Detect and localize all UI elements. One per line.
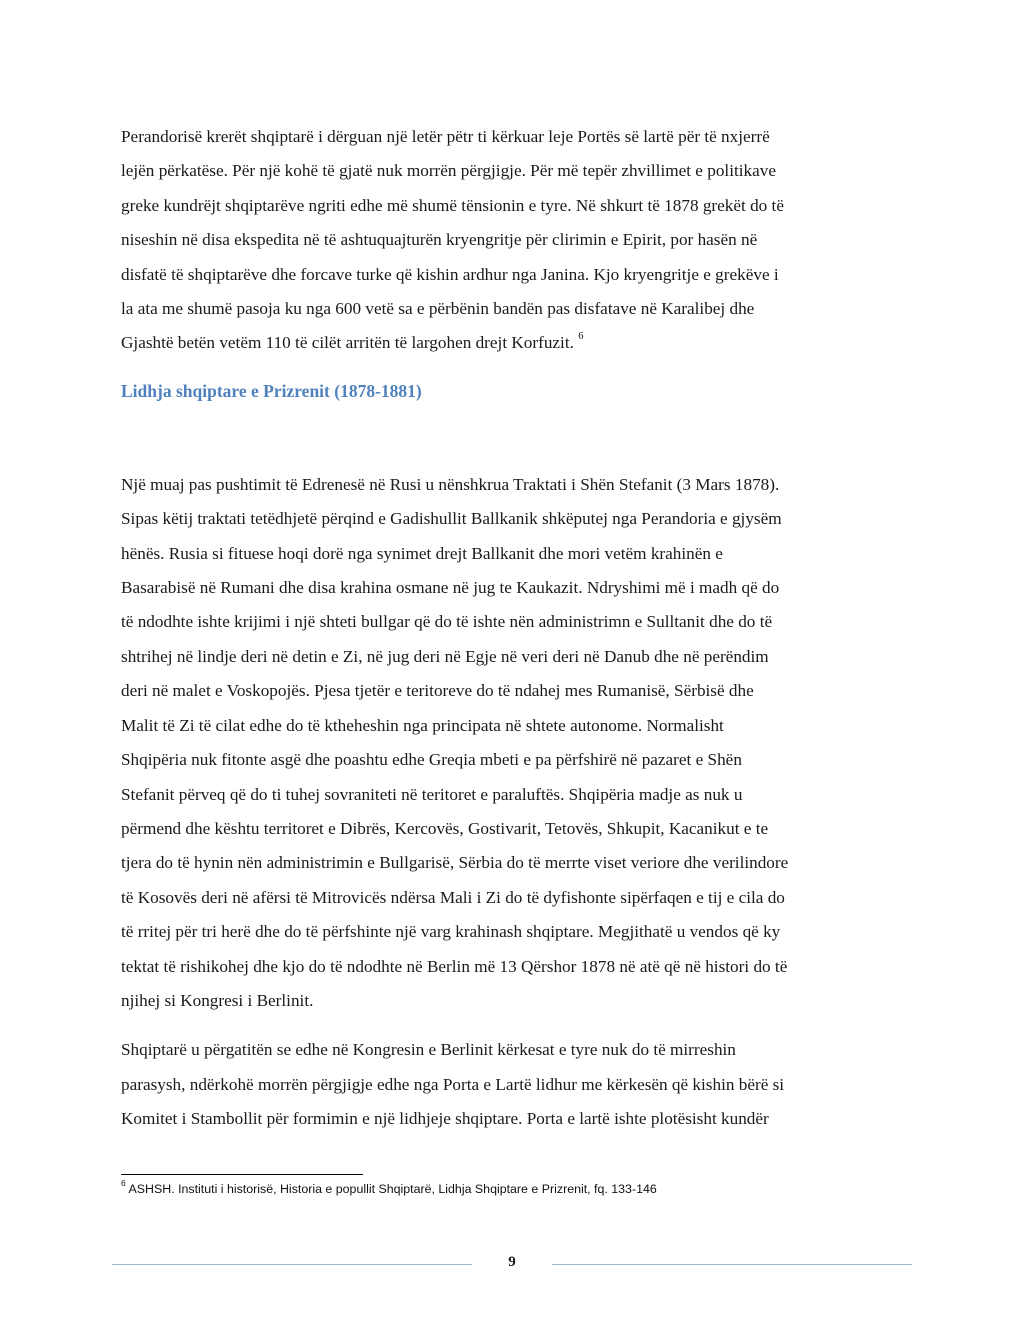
text-line: Gjashtë betën vetëm 110 të cilët arritën të largohen drejt Korfuzit. xyxy=(121,333,574,353)
text-line: të ndodhte ishte krijimi i një shteti bullgar që do të ishte nën administrimn e Sulltanit dhe do të xyxy=(121,612,773,632)
text-line: Stefanit përveq që do ti tuhej sovraniteti në teritoret e paraluftës. Shqipëria madje as nuk u xyxy=(121,784,743,804)
footnote-separator xyxy=(121,1174,363,1175)
body-text xyxy=(121,120,906,1137)
paragraph-2 xyxy=(121,468,906,1019)
text-line: Shqiptarë u përgatitën se edhe në Kongresin e Berlinit kërkesat e tyre nuk do të mirreshin xyxy=(121,1040,736,1060)
footnote xyxy=(121,1177,657,1196)
text-line: përmend dhe kështu territoret e Dibrës, Kercovës, Gostivarit, Tetovës, Shkupit, Kacanikut e te xyxy=(121,818,769,838)
paragraph-1 xyxy=(121,120,906,361)
text-line: të rritej për tri herë dhe do të përfshinte një varg krahinash shqiptare. Megjithatë u vendos që ky xyxy=(121,922,781,942)
text-line-last xyxy=(121,326,906,360)
text-line: niseshin në disa ekspedita në të ashtuquajturën kryengritje për clirimin e Epirit, por hasën në xyxy=(121,230,758,250)
footnote-reference: 6 xyxy=(578,330,584,342)
text-line: lejën përkatëse. Për një kohë të gjatë nuk morrën përgjigje. Për më tepër zhvillimet e politikave xyxy=(121,161,776,181)
text-line: Komitet i Stambollit për formimin e një lidhjeje shqiptare. Porta e lartë ishte plotësisht kundër xyxy=(121,1109,769,1129)
text-line: Shqipëria nuk fitonte asgë dhe poashtu edhe Greqia mbeti e pa përfshirë në pazaret e Shën xyxy=(121,750,742,770)
footer-divider-left xyxy=(112,1264,472,1265)
footnote-text: ASHSH. Instituti i historisë, Historia e popullit Shqiptarë, Lidhja Shqiptare e Prizrenit, fq. 133-146 xyxy=(128,1182,657,1196)
text-line: greke kundrëjt shqiptarëve ngriti edhe më shumë tënsionin e tyre. Në shkurt të 1878 grekët do të xyxy=(121,195,784,215)
text-line: la ata me shumë pasoja ku nga 600 vetë sa e përbënin bandën pas disfatave në Karalibej dhe xyxy=(121,299,755,319)
spacer xyxy=(121,408,906,468)
footer-divider-right xyxy=(552,1264,912,1265)
text-line: deri në malet e Voskopojës. Pjesa tjetër e teritoreve do të ndahej mes Rumanisë, Sërbisë dhe xyxy=(121,681,754,701)
text-line: njihej si Kongresi i Berlinit. xyxy=(121,990,314,1010)
text-line: disfatë të shqiptarëve dhe forcave turke që kishin ardhur nga Janina. Kjo kryengritje e grekëve i xyxy=(121,264,779,284)
text-line: Perandorisë krerët shqiptarë i dërguan një letër pëtr ti kërkuar leje Portës së lartë për të nxjerrë xyxy=(121,127,770,146)
paragraph-3 xyxy=(121,1033,906,1136)
text-line: Basarabisë në Rumani dhe disa krahina osmane në jug te Kaukazit. Ndryshimi më i madh që do xyxy=(121,578,780,598)
text-line: Malit të Zi të cilat edhe do të ktheheshin nga principata në shtete autonome. Normalisht xyxy=(121,715,724,735)
text-line: shtrihej në lindje deri në detin e Zi, në jug deri në Egje në veri deri në Danub dhe në perëndim xyxy=(121,646,769,666)
text-line: të Kosovës deri në afërsi të Mitrovicës ndërsa Mali i Zi do të dyfishonte sipërfaqen e tij e cila do xyxy=(121,887,785,907)
text-line: hënës. Rusia si fituese hoqi dorë nga synimet drejt Ballkanit dhe mori vetëm krahinën e xyxy=(121,543,723,563)
text-line: parasysh, ndërkohë morrën përgjigje edhe nga Porta e Lartë lidhur me kërkesën që kishin bërë si xyxy=(121,1074,785,1094)
text-line: Sipas këtij traktati tetëdhjetë përqind e Gadishullit Ballkanik shkëputej nga Perandoria e gjysëm xyxy=(121,509,782,529)
footnote-number: 6 xyxy=(121,1177,126,1188)
text-line: Një muaj pas pushtimit të Edrenesë në Rusi u nënshkrua Traktati i Shën Stefanit (3 Mars 1878). xyxy=(121,474,780,494)
text-line: tjera do të hynin nën administrimin e Bullgarisë, Sërbia do të merrte viset veriore dhe verilindore xyxy=(121,853,789,873)
section-heading: Lidhja shqiptare e Prizrenit (1878-1881) xyxy=(121,380,422,401)
page-number: 9 xyxy=(508,1254,516,1270)
text-line: tektat të rishikohej dhe kjo do të ndodhte në Berlin më 13 Qërshor 1878 në atë që në histori do të xyxy=(121,956,788,976)
